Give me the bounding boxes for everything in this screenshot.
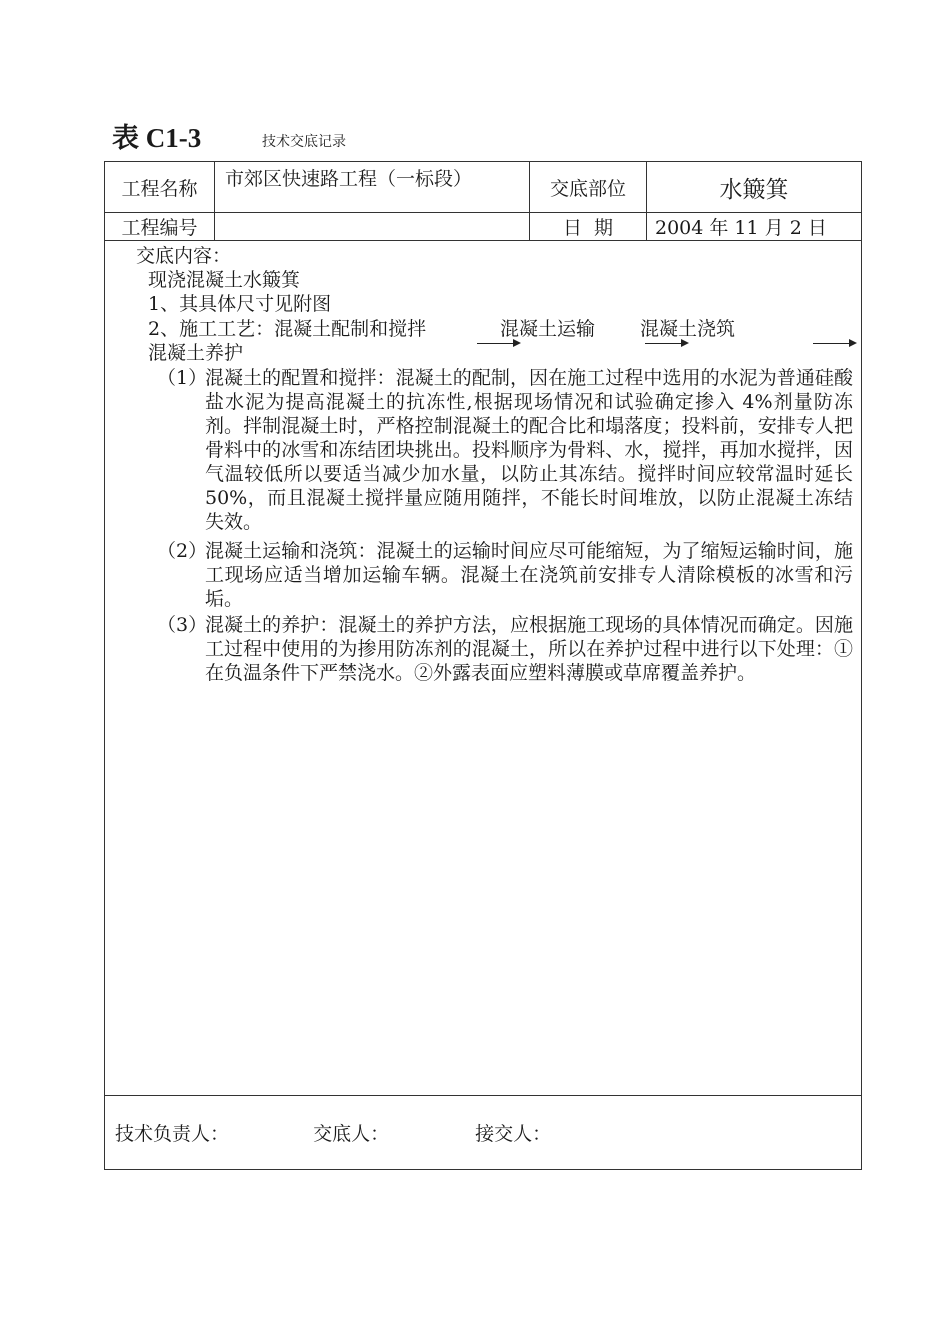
process-arrow: [477, 343, 519, 344]
content-item-1: 1、其具体尺寸见附图: [148, 293, 332, 315]
form-title: 技术交底记录: [262, 134, 346, 150]
disclosure-content: [105, 241, 862, 1096]
date-label: 日 期: [530, 213, 647, 241]
part-value: 水簸箕: [647, 162, 862, 213]
process-arrow: [813, 343, 855, 344]
receiver-signature: 接交人：: [475, 1123, 552, 1145]
process-step-curing: 混凝土养护: [148, 342, 244, 364]
discloser-signature: 交底人：: [313, 1123, 390, 1145]
process-step-pouring: 混凝土浇筑: [640, 318, 736, 340]
content-subject: 现浇混凝土水簸箕: [148, 269, 301, 291]
content-heading: 交底内容：: [136, 245, 232, 267]
paragraph-number: （3）: [157, 614, 208, 636]
process-arrow: [645, 343, 687, 344]
disclosure-record-table: [104, 161, 862, 1170]
paragraph-curing: 混凝土的养护：混凝土的养护方法，应根据施工现场的具体情况而确定。因施工过程中使用的为掺用防冻剂的混凝土，所以在养护过程中进行以下处理：①在负温条件下严禁浇水。②外露表面应塑料薄膜或草席覆盖养护。: [205, 614, 853, 684]
signature-row: [105, 1096, 862, 1170]
paragraph-number: （2）: [157, 540, 208, 562]
project-name-value: 市郊区快速路工程（一标段）: [215, 162, 530, 213]
date-value: 2004 年 11 月 2 日: [647, 213, 862, 241]
paragraph-transport: 混凝土运输和浇筑：混凝土的运输时间应尽可能缩短，为了缩短运输时间，施工现场应适当增加运输车辆。混凝土在浇筑前安排专人清除模板的冰雪和污垢。: [205, 540, 853, 610]
tech-lead-signature: 技术负责人：: [115, 1123, 230, 1145]
paragraph-mixing: 混凝土的配置和搅拌：混凝土的配制，因在施工过程中选用的水泥为普通硅酸盐水泥为提高混凝土的抗冻性,根据现场情况和试验确定掺入 4%剂量防冻剂。拌制混凝土时，严格控制混凝土的配合比和塌落度；投料前，安排专人把骨料中的冰雪和冻结团块挑出。投料顺序为骨料、水，搅拌，再加水搅拌，因气温较低所以要适当减少加水量，以防止其冻结。搅拌时间应较常温时延长 50%，而且混凝土搅拌量应随用随拌，不能长时间堆放，以防止混凝土冻结失效。: [205, 367, 853, 533]
project-no-value: [215, 213, 530, 241]
part-label: 交底部位: [530, 162, 647, 213]
form-number: 表 C1-3: [112, 123, 202, 153]
project-name-label: 工程名称: [105, 162, 215, 213]
project-no-label: 工程编号: [105, 213, 215, 241]
content-item-2: 2、施工工艺：混凝土配制和搅拌: [148, 318, 427, 340]
paragraph-number: （1）: [157, 367, 208, 389]
process-step-transport: 混凝土运输: [500, 318, 596, 340]
